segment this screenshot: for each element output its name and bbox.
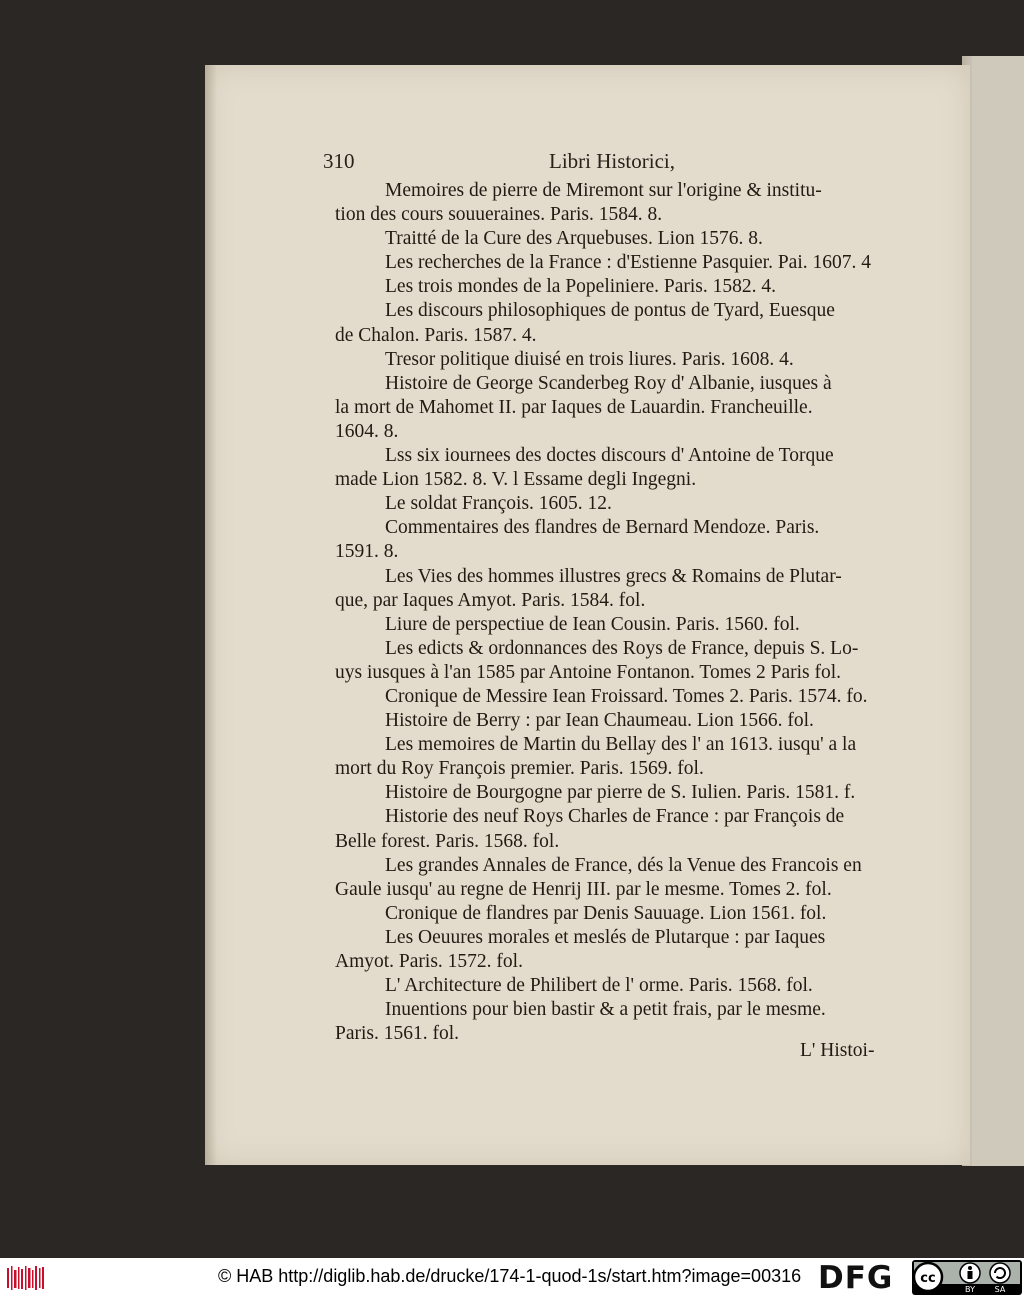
entry-line: Belle forest. Paris. 1568. fol. (335, 830, 560, 852)
catalog-entry (335, 444, 895, 492)
catalog-entry (335, 179, 895, 227)
entry-line: Historie des neuf Roys Charles de France : par François de (385, 806, 845, 828)
entry-line: Les discours philosophiques de pontus de Tyard, Euesque (385, 300, 835, 322)
entry-line: de Chalon. Paris. 1587. 4. (335, 324, 537, 346)
entry-line: Gaule iusqu' au regne de Henrij III. par le mesme. Tomes 2. fol. (335, 878, 832, 900)
entry-line: que, par Iaques Amyot. Paris. 1584. fol. (335, 589, 646, 611)
source-link[interactable]: © HAB http://diglib.hab.de/drucke/174-1-quod-1s/start.htm?image=00316 (218, 1266, 802, 1286)
catalog-entry (335, 685, 895, 709)
catalog-entry (335, 974, 895, 998)
by-label: BY (965, 1285, 975, 1294)
entry-line: mort du Roy François premier. Paris. 1569. fol. (335, 758, 704, 780)
running-head (323, 149, 883, 179)
entry-line: Le soldat François. 1605. 12. (385, 493, 612, 515)
entry-line: Les memoires de Martin du Bellay des l' an 1613. iusqu' a la (385, 734, 857, 756)
entry-line: Inuentions pour bien bastir & a petit frais, par le mesme. (385, 999, 826, 1021)
entry-line: Paris. 1561. fol. (335, 1023, 460, 1045)
catalog-entry (335, 854, 895, 902)
entry-line: Liure de perspectiue de Iean Cousin. Paris. 1560. fol. (385, 613, 800, 635)
sa-label: SA (994, 1285, 1006, 1294)
dfg-label: DFG (818, 1260, 894, 1296)
book-page (205, 65, 970, 1165)
gutter-shade (205, 65, 217, 1165)
catalog-entry (335, 565, 895, 613)
catalog-entry (335, 781, 895, 805)
catalog-entry (335, 516, 895, 564)
next-page-edge (972, 56, 1024, 1166)
catalog-entry (335, 637, 895, 685)
entry-line: Histoire de Berry : par Iean Chaumeau. Lion 1566. fol. (385, 710, 814, 732)
entry-line: Histoire de Bourgogne par pierre de S. Iulien. Paris. 1581. f. (385, 782, 856, 804)
entry-line: la mort de Mahomet II. par Iaques de Lauardin. Francheuille. (335, 396, 813, 418)
catalog-entry (335, 926, 895, 974)
entry-line: uys iusques à l'an 1585 par Antoine Fontanon. Tomes 2 Paris fol. (335, 661, 842, 683)
entry-line: Les trois mondes de la Popeliniere. Paris. 1582. 4. (385, 276, 777, 298)
entry-line: Tresor politique diuisé en trois liures. Paris. 1608. 4. (385, 348, 794, 370)
entry-line: Memoires de pierre de Miremont sur l'origine & institu- (385, 180, 822, 201)
text-block (335, 179, 895, 1046)
entry-line: Lss six iournees des doctes discours d' Antoine de Torque (385, 445, 834, 467)
entry-line: Les grandes Annales de France, dés la Venue des Francois en (385, 854, 862, 876)
cc-by-sa-badge[interactable] (912, 1260, 1022, 1295)
entry-line: Amyot. Paris. 1572. fol. (335, 951, 523, 972)
catalog-entry (335, 275, 895, 299)
catalog-entry (335, 902, 895, 926)
catalog-entry (335, 492, 895, 516)
entry-line: Histoire de George Scanderbeg Roy d' Albanie, iusques à (385, 372, 832, 394)
catalog-entry (335, 372, 895, 444)
entry-line: tion des cours souueraines. Paris. 1584. 8. (335, 204, 663, 226)
catalog-entry (335, 251, 895, 275)
catalog-entry (335, 733, 895, 781)
library-barcode-logo (6, 1264, 46, 1292)
catalog-entry (335, 805, 895, 853)
entry-line: 1591. 8. (335, 541, 399, 563)
entry-line: 1604. 8. (335, 420, 399, 442)
entry-line: L' Architecture de Philibert de l' orme. Paris. 1568. fol. (385, 975, 813, 997)
svg-text:cc: cc (920, 1271, 936, 1286)
catalog-entry (335, 299, 895, 347)
entry-line: made Lion 1582. 8. V. l Essame degli Ingegni. (335, 469, 697, 491)
dfg-logo (818, 1261, 910, 1295)
catalog-entry (335, 227, 895, 251)
running-head-title: Libri Historici, (549, 149, 675, 173)
entry-line: Les edicts & ordonnances des Roys de France, depuis S. Lo- (385, 637, 859, 659)
entry-line: Commentaires des flandres de Bernard Mendoze. Paris. (385, 517, 820, 539)
entry-line: Les Vies des hommes illustres grecs & Romains de Plutar- (385, 565, 842, 587)
entry-line: Cronique de Messire Iean Froissard. Tomes 2. Paris. 1574. fo. (385, 685, 868, 707)
page-number: 310 (323, 149, 355, 173)
catchword: L' Histoi- (800, 1040, 875, 1061)
share-alike-icon (990, 1263, 1010, 1283)
viewer-footer (0, 1258, 1024, 1297)
entry-line: Traitté de la Cure des Arquebuses. Lion 1576. 8. (385, 228, 763, 250)
entry-line: Cronique de flandres par Denis Sauuage. Lion 1561. fol. (385, 902, 827, 924)
entry-line: Les recherches de la France : d'Estienne Pasquier. Pai. 1607. 4 (385, 252, 871, 274)
catalog-entry (335, 348, 895, 372)
catalog-entry (335, 613, 895, 637)
entry-line: Les Oeuures morales et meslés de Plutarque : par Iaques (385, 926, 826, 948)
catalog-entry (335, 709, 895, 733)
